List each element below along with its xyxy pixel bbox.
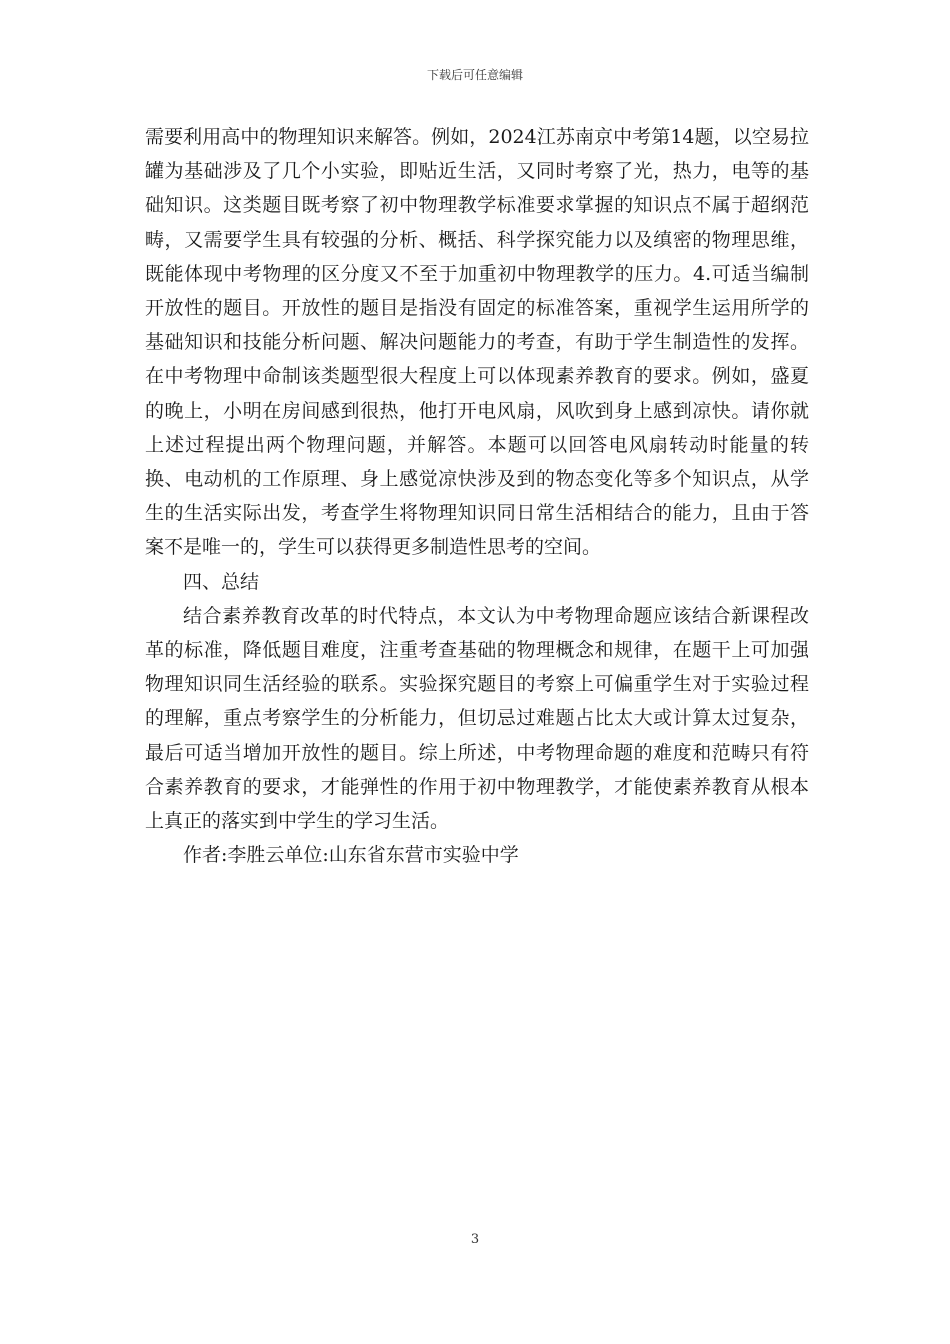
document-body <box>145 120 809 872</box>
section-heading-summary: 四、总结 <box>183 570 260 593</box>
body-paragraph-continued: 需要利用高中的物理知识来解答。例如，2024江苏南京中考第14题，以空易拉罐为基础涉及了几个小实验，即贴近生活，又同时考察了光，热力，电等的基础知识。这类题目既考察了初中物理教学标准要求掌握的知识点不属于超纲范畴，又需要学生具有较强的分析、概括、科学探究能力以及缜密的物理思维，既能体现中考物理的区分度又不至于加重初中物理教学的压力。4.可适当编制开放性的题目。开放性的题目是指没有固定的标准答案，重视学生运用所学的基础知识和技能分析问题、解决问题能力的考查，有助于学生制造性的发挥。在中考物理中命制该类题型很大程度上可以体现素养教育的要求。例如，盛夏的晚上，小明在房间感到很热，他打开电风扇，风吹到身上感到凉快。请你就上述过程提出两个物理问题，并解答。本题可以回答电风扇转动时能量的转换、电动机的工作原理、身上感觉凉快涉及到的物态变化等多个知识点，从学生的生活实际出发，考查学生将物理知识同日常生活相结合的能力，且由于答案不是唯一的，学生可以获得更多制造性思考的空间。 <box>145 126 809 559</box>
author-line: 作者:李胜云单位:山东省东营市实验中学 <box>183 844 519 867</box>
page-number: 3 <box>470 1232 480 1247</box>
body-paragraph-summary: 结合素养教育改革的时代特点，本文认为中考物理命题应该结合新课程改革的标准，降低题目难度，注重考查基础的物理概念和规律，在题干上可加强物理知识同生活经验的联系。实验探究题目的考察上可偏重学生对于实验过程的理解，重点考察学生的分析能力，但切忌过难题占比太大或计算太过复杂，最后可适当增加开放性的题目。综上所述，中考物理命题的难度和范畴只有符合素养教育的要求，才能弹性的作用于初中物理教学，才能使素养教育从根本上真正的落实到中学生的学习生活。 <box>145 604 809 833</box>
page-header: 下载后可任意编辑 <box>426 68 523 82</box>
